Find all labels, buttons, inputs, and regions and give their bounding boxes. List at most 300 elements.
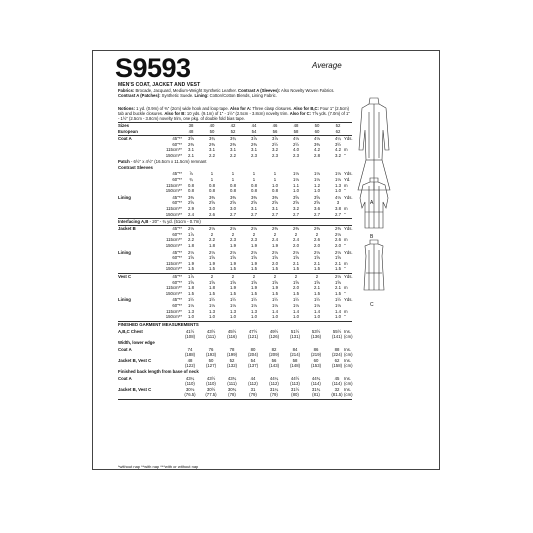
cell-value: 1.9 bbox=[251, 260, 257, 266]
cell-value: 1.5 bbox=[188, 290, 194, 296]
section-label: Interfacing A,B bbox=[118, 219, 149, 225]
also-bc-key: Also for B,C: bbox=[293, 106, 319, 111]
cell-value: 2⅝ bbox=[209, 200, 215, 206]
cell-value: 50 bbox=[208, 357, 214, 363]
cell-value: 1⅛ bbox=[314, 171, 320, 177]
fabric-width: 115cm** bbox=[166, 308, 182, 314]
unit: (cm) bbox=[344, 391, 353, 397]
cell-value: 1⅝ bbox=[230, 255, 236, 261]
cell-value: 1 bbox=[273, 171, 277, 177]
cell-value: 2.0 bbox=[293, 243, 299, 248]
cell-value: 44 bbox=[251, 123, 257, 128]
fabric-width: 150cm** bbox=[165, 266, 182, 272]
cell-value: 48 bbox=[187, 357, 193, 363]
cell-value: (78) bbox=[228, 391, 236, 397]
cell-value: 4.2 bbox=[335, 147, 341, 153]
cell-value: 1 bbox=[273, 177, 277, 182]
unit: m bbox=[344, 182, 348, 188]
unit: Yds. bbox=[344, 171, 353, 177]
length-jacket-row-cm bbox=[118, 392, 352, 398]
cell-value: (148) bbox=[289, 362, 301, 368]
cell-value: 1.5 bbox=[209, 266, 215, 272]
cell-value: 60 bbox=[314, 128, 320, 134]
cell-value: 48 bbox=[188, 128, 194, 134]
vest-c-row bbox=[118, 291, 352, 297]
fabric-width: 60"** bbox=[172, 255, 182, 261]
cell-value: 31 bbox=[250, 386, 256, 392]
cell-value: (110) bbox=[206, 380, 216, 386]
cell-value: 1⅝ bbox=[272, 279, 278, 285]
cell-value: 1.5 bbox=[251, 290, 257, 296]
row-label: Lining bbox=[118, 194, 131, 200]
cell-value: (111) bbox=[227, 380, 237, 386]
cell-value: 1⅛ bbox=[335, 303, 341, 308]
lining-c-row bbox=[118, 314, 352, 320]
unit: (cm) bbox=[344, 362, 353, 368]
footnote: *without nap **with nap ***with or without nap bbox=[118, 464, 199, 469]
cell-value: (204) bbox=[247, 351, 259, 357]
cell-value: 3.2 bbox=[272, 147, 278, 153]
cell-value: (132) bbox=[226, 362, 238, 368]
cell-value: 3⅝ bbox=[188, 136, 194, 141]
cell-value: 4.0 bbox=[293, 147, 299, 153]
cell-value: 2⅛ bbox=[335, 231, 341, 237]
jacket-b-illustration bbox=[360, 178, 388, 228]
cell-value: (193) bbox=[205, 351, 217, 357]
section-label: Width, lower edge bbox=[118, 339, 155, 345]
cell-value: (158) bbox=[331, 362, 343, 368]
unit: " bbox=[344, 188, 346, 194]
also-a-key: Also for A: bbox=[230, 106, 252, 111]
cell-value: 2 bbox=[273, 274, 277, 279]
cell-value: 1.9 bbox=[272, 243, 278, 248]
cell-value: 2⅛ bbox=[293, 249, 299, 255]
unit: (cm) bbox=[344, 351, 353, 357]
cell-value: 2.7 bbox=[251, 211, 257, 217]
unit: m bbox=[344, 147, 348, 153]
row-label: Coat A bbox=[118, 136, 132, 141]
cell-value: 54 bbox=[250, 357, 256, 363]
cell-value: 2⅛ bbox=[272, 249, 278, 255]
row-label: Sizes bbox=[118, 123, 129, 128]
cell-value: (209) bbox=[268, 351, 280, 357]
cell-value: 54 bbox=[251, 128, 257, 134]
also-b-value: 10 yds. (9.1m) of 1" - 1½" (2.5cm - 3.8cm) novelty trim. bbox=[185, 111, 290, 117]
cell-value: 2⅛ bbox=[188, 249, 194, 255]
cell-value: 32 bbox=[334, 386, 340, 392]
row-label: Vest C bbox=[118, 274, 132, 279]
cell-value: 1.8 bbox=[209, 285, 215, 291]
unit: Yds. bbox=[344, 274, 353, 279]
cell-value: 0.8 bbox=[272, 188, 278, 194]
cell-value: 1.8 bbox=[188, 243, 194, 248]
cell-value: 2.8 bbox=[314, 152, 320, 158]
fabric-width: 115cm** bbox=[166, 147, 182, 153]
cell-value: 3¾ bbox=[230, 136, 236, 141]
cell-value: 50 bbox=[314, 123, 320, 128]
fabric-width: 115cm** bbox=[166, 237, 182, 243]
measurements-heading bbox=[118, 322, 199, 328]
cell-value: ¾ bbox=[189, 177, 193, 182]
cell-value: 3.1 bbox=[251, 206, 257, 211]
cell-value: 2⅛ bbox=[209, 249, 215, 255]
fabric-width: 45"** bbox=[172, 226, 182, 232]
lining-a-row bbox=[118, 212, 352, 218]
cell-value: 42 bbox=[230, 123, 236, 128]
cell-value: 46 bbox=[272, 123, 278, 128]
cell-value: 1½ bbox=[314, 297, 320, 303]
cell-value: 2⅜ bbox=[335, 226, 341, 232]
row-label: A,B,C Chest bbox=[118, 328, 143, 334]
cell-value: 1.5 bbox=[230, 290, 236, 296]
cell-value: (77.5) bbox=[205, 391, 217, 397]
cell-value: 2⅛ bbox=[251, 249, 257, 255]
section-text: - 6½" x 4½" (16.5cm x 11.5cm) remnant bbox=[129, 159, 207, 165]
fabrics-paragraph bbox=[118, 88, 350, 98]
cell-value: 1 bbox=[231, 177, 235, 182]
cell-value: 0.8 bbox=[209, 182, 215, 188]
cell-value: 1½ bbox=[188, 297, 194, 303]
cell-value: 1.3 bbox=[188, 308, 194, 314]
cell-value: 52 bbox=[230, 128, 236, 134]
cell-value: 3⅝ bbox=[293, 194, 299, 200]
cell-value: 44¼ bbox=[269, 375, 279, 381]
cell-value: 2⅝ bbox=[293, 200, 299, 206]
cell-value: 1.0 bbox=[230, 314, 236, 320]
cell-value: 82 bbox=[271, 346, 277, 352]
cell-value: 2½ bbox=[293, 141, 299, 147]
cell-value: 1½ bbox=[335, 297, 341, 303]
fabric-width: 115cm** bbox=[166, 260, 182, 266]
figure-label-c: C bbox=[370, 302, 374, 308]
cell-value: 84 bbox=[292, 346, 298, 352]
cell-value: 1½ bbox=[251, 297, 257, 303]
cell-value: 1½ bbox=[230, 297, 236, 303]
unit: " bbox=[344, 290, 346, 296]
cell-value: 1.4 bbox=[293, 308, 299, 314]
cell-value: 44¾ bbox=[311, 375, 321, 381]
cell-value: 1.3 bbox=[209, 308, 215, 314]
cell-value: 2.4 bbox=[188, 211, 194, 217]
cell-value: (81) bbox=[312, 391, 320, 397]
cell-value: 2.0 bbox=[314, 243, 320, 248]
cell-value: 2.2 bbox=[209, 237, 215, 243]
cell-value: 1⅝ bbox=[293, 255, 299, 261]
cell-value: 2.2 bbox=[188, 237, 194, 243]
cell-value: 1⅝ bbox=[335, 279, 341, 285]
fabric-width: 45"** bbox=[172, 136, 182, 141]
cell-value: 3⅞ bbox=[251, 136, 257, 141]
unit: Yds. bbox=[344, 226, 353, 232]
cell-value: 0.8 bbox=[230, 188, 236, 194]
cell-value: 50 bbox=[209, 128, 215, 134]
cell-value: 1⅛ bbox=[335, 177, 341, 182]
cell-value: 1.1 bbox=[293, 182, 299, 188]
cell-value: 2 bbox=[252, 274, 256, 279]
notions-value: 1 yd. (0.9m) of ⅜" (2cm) wide hook and loop tape. bbox=[134, 106, 231, 111]
cell-value: 2.0 bbox=[272, 260, 278, 266]
cell-value: (76.5) bbox=[184, 391, 196, 397]
cell-value: 1 bbox=[231, 171, 235, 177]
cell-value: (81.5) bbox=[331, 391, 343, 397]
row-label: Jacket B, Vest C bbox=[118, 386, 152, 392]
cell-value: (143) bbox=[268, 362, 280, 368]
cell-value: 44 bbox=[250, 375, 256, 381]
cell-value: 2½ bbox=[272, 141, 278, 147]
cell-value: 2 bbox=[315, 274, 319, 279]
figure-label-a: A bbox=[370, 200, 374, 206]
unit: " bbox=[344, 314, 346, 320]
cell-value: 30½ bbox=[206, 386, 216, 392]
cell-value: 2.4 bbox=[293, 237, 299, 243]
fabric-width: 60"** bbox=[172, 231, 182, 237]
cell-value: 1⅛ bbox=[293, 303, 299, 308]
cell-value: 3⅜ bbox=[188, 194, 194, 200]
cell-value: 2⅜ bbox=[230, 141, 236, 147]
cell-value: (188) bbox=[184, 351, 196, 357]
cell-value: 1 bbox=[252, 177, 256, 182]
cell-value: 2⅝ bbox=[272, 200, 278, 206]
cell-value: 4¼ bbox=[335, 136, 341, 141]
cell-value: 3 bbox=[336, 200, 340, 206]
cell-value: 1⅝ bbox=[188, 279, 194, 285]
cell-value: 31¾ bbox=[311, 386, 321, 392]
cell-value: 1.0 bbox=[335, 314, 341, 320]
cell-value: 1.8 bbox=[209, 243, 215, 248]
cell-value: 47½ bbox=[248, 328, 258, 334]
cell-value: 1.5 bbox=[293, 290, 299, 296]
cell-value: 2 bbox=[231, 231, 235, 237]
cell-value: 1⅝ bbox=[251, 255, 257, 261]
cell-value: 1.4 bbox=[314, 308, 320, 314]
cell-value: 2⅛ bbox=[188, 226, 194, 232]
fabric-width: 115cm** bbox=[166, 206, 182, 211]
unit: Yds. bbox=[344, 297, 353, 303]
cell-value: 80 bbox=[250, 346, 256, 352]
cell-value: 1.5 bbox=[272, 266, 278, 272]
cell-value: 2⅛ bbox=[230, 249, 236, 255]
cell-value: 31¼ bbox=[269, 386, 279, 392]
cell-value: 2⅜ bbox=[209, 141, 215, 147]
cell-value: 2 bbox=[252, 231, 256, 237]
cell-value: 41½ bbox=[185, 328, 195, 334]
fabric-width: 45"** bbox=[172, 171, 182, 177]
also-c-value: 7⅝ yds. (7.0m) of 1" - 1½" (2.5cm - 3.8cm) novelty trim, one pkg. of double fold bias tape. bbox=[118, 111, 350, 122]
cell-value: 1.5 bbox=[314, 290, 320, 296]
cell-value: 3.1 bbox=[272, 206, 278, 211]
cell-value: 1.0 bbox=[188, 314, 194, 320]
cell-value: 3.1 bbox=[230, 147, 236, 153]
cell-value: 2⅜ bbox=[272, 226, 278, 232]
cell-value: 2.1 bbox=[188, 152, 194, 158]
cell-value: 1⅛ bbox=[272, 303, 278, 308]
unit: m bbox=[344, 285, 348, 291]
pattern-title: MEN'S COAT, JACKET AND VEST bbox=[118, 82, 201, 88]
fabric-width: 60"** bbox=[172, 141, 182, 147]
cell-value: 43½ bbox=[206, 328, 216, 334]
unit: Ins. bbox=[344, 346, 351, 352]
cell-value: 1.5 bbox=[230, 266, 236, 272]
cell-value: 2⅜ bbox=[314, 226, 320, 232]
cell-value: 3.1 bbox=[188, 147, 194, 153]
fabric-width: 45"** bbox=[172, 249, 182, 255]
cell-value: 56 bbox=[272, 128, 278, 134]
cell-value: 4.2 bbox=[314, 147, 320, 153]
cell-value: 78 bbox=[229, 346, 235, 352]
cell-value: 2⅛ bbox=[251, 226, 257, 232]
cell-value: (214) bbox=[289, 351, 301, 357]
fabrics-value: Brocade, Jacquard, Medium-Weight Synthetic Leather. bbox=[134, 88, 239, 93]
cell-value: 1⅝ bbox=[335, 255, 341, 261]
cell-value: 48 bbox=[293, 123, 299, 128]
cell-value: 1⅝ bbox=[314, 279, 320, 285]
cell-value: (199) bbox=[226, 351, 238, 357]
cell-value: 86 bbox=[313, 346, 319, 352]
cell-value: 51½ bbox=[290, 328, 300, 334]
cell-value: 1.0 bbox=[209, 314, 215, 320]
unit: " bbox=[344, 152, 346, 158]
cell-value: 2 bbox=[315, 231, 319, 237]
fabrics-key: Fabrics: bbox=[118, 88, 135, 93]
unit: Yds. bbox=[344, 194, 353, 200]
cell-value: 1.5 bbox=[335, 266, 341, 272]
row-label: Jacket B bbox=[118, 226, 136, 232]
cell-value: 76 bbox=[208, 346, 214, 352]
cell-value: 1⅛ bbox=[230, 303, 236, 308]
unit: Ins. bbox=[344, 375, 351, 381]
garment-illustrations bbox=[350, 90, 398, 320]
cell-value: 62 bbox=[335, 128, 341, 134]
cell-value: (112) bbox=[248, 380, 258, 386]
cell-value: 1.4 bbox=[335, 308, 341, 314]
cell-value: 2.0 bbox=[335, 243, 341, 248]
cell-value: 1.5 bbox=[293, 266, 299, 272]
unit: Yd. bbox=[344, 177, 351, 182]
cell-value: 2⅛ bbox=[209, 226, 215, 232]
cell-value: (126) bbox=[268, 333, 280, 339]
fabric-width: 60"** bbox=[172, 303, 182, 308]
section-label: Finished back length from base of neck bbox=[118, 368, 199, 374]
cell-value: 1⅝ bbox=[188, 255, 194, 261]
cell-value: 3⅜ bbox=[230, 194, 236, 200]
cell-value: (137) bbox=[247, 362, 259, 368]
cell-value: (131) bbox=[289, 333, 301, 339]
cell-value: 1.3 bbox=[230, 308, 236, 314]
cell-value: 3⅜ bbox=[251, 194, 257, 200]
figure-label-b: B bbox=[370, 234, 374, 240]
also-a-value: Three clasp closures. bbox=[251, 106, 294, 111]
cell-value: 2.7 bbox=[293, 211, 299, 217]
cell-value: 43½ bbox=[206, 375, 216, 381]
cell-value: 52 bbox=[335, 123, 341, 128]
cell-value: 1⅛ bbox=[209, 303, 215, 308]
lining-key: Lining: bbox=[194, 93, 209, 99]
cell-value: 1.9 bbox=[251, 285, 257, 291]
also-b-key: Also for B: bbox=[164, 111, 186, 117]
fabric-width: 115cm** bbox=[166, 182, 182, 188]
fabric-width: 115cm** bbox=[166, 285, 182, 291]
fabric-width: 45"** bbox=[172, 297, 182, 303]
cell-value: 2.1 bbox=[314, 260, 320, 266]
fabric-width: 150cm** bbox=[165, 243, 182, 248]
cell-value: 3.0 bbox=[209, 206, 215, 211]
cell-value: 2 bbox=[273, 231, 277, 237]
unit: m bbox=[344, 206, 348, 211]
cell-value: (116) bbox=[227, 333, 237, 339]
contrast-sleeves-value: Also Novelty Woven Fabrics. bbox=[280, 88, 335, 93]
cell-value: 1⅝ bbox=[272, 255, 278, 261]
cell-value: 1⅝ bbox=[209, 255, 215, 261]
cell-value: 1.9 bbox=[188, 260, 194, 266]
section-label: Patch bbox=[118, 159, 130, 165]
cell-value: 1⅛ bbox=[314, 177, 320, 182]
cell-value: 2 bbox=[294, 274, 298, 279]
fabric-width: 150cm** bbox=[165, 290, 182, 296]
fabric-width: 150cm** bbox=[165, 152, 182, 158]
unit: m bbox=[344, 308, 348, 314]
cell-value: (111) bbox=[206, 333, 216, 339]
fabric-width: 60"** bbox=[172, 279, 182, 285]
cell-value: 3.8 bbox=[335, 206, 341, 211]
cell-value: 60 bbox=[313, 357, 319, 363]
fabric-width: 45"** bbox=[172, 274, 182, 279]
european-row bbox=[118, 129, 352, 135]
cell-value: 1⅝ bbox=[209, 279, 215, 285]
cell-value: 1.9 bbox=[272, 285, 278, 291]
table-rule bbox=[118, 399, 352, 400]
cell-value: 1.0 bbox=[293, 188, 299, 194]
unit: " bbox=[344, 211, 346, 217]
cell-value: 1.8 bbox=[188, 285, 194, 291]
cell-value: 3.1 bbox=[209, 147, 215, 153]
cell-value: (80) bbox=[291, 391, 299, 397]
fabric-width: 60"** bbox=[172, 200, 182, 206]
cell-value: 2⅝ bbox=[230, 200, 236, 206]
cell-value: 0.8 bbox=[251, 188, 257, 194]
cell-value: 3⅜ bbox=[272, 194, 278, 200]
row-label: Lining bbox=[118, 249, 131, 255]
cell-value: 3.1 bbox=[251, 147, 257, 153]
row-label: European bbox=[118, 128, 138, 134]
row-label: Jacket B, Vest C bbox=[118, 357, 152, 363]
cell-value: 43¼ bbox=[185, 375, 195, 381]
also-bc-value: Four 1" (2.5cm) tab and buckle closures. bbox=[118, 106, 350, 117]
notions-key: Notions: bbox=[118, 106, 135, 111]
cell-value: 1⅝ bbox=[314, 255, 320, 261]
cell-value: 1⅞ bbox=[188, 231, 194, 237]
cell-value: 3⅞ bbox=[272, 136, 278, 141]
cell-value: 2.4 bbox=[272, 237, 278, 243]
cell-value: 2.7 bbox=[230, 211, 236, 217]
cell-value: 52 bbox=[229, 357, 235, 363]
cell-value: 2⅝ bbox=[251, 200, 257, 206]
cell-value: 2 bbox=[210, 231, 214, 237]
cell-value: 1⅝ bbox=[251, 279, 257, 285]
cell-value: 1.3 bbox=[335, 182, 341, 188]
unit: (cm) bbox=[344, 380, 353, 386]
coat-a-illustration bbox=[358, 98, 390, 190]
cell-value: 2.7 bbox=[272, 211, 278, 217]
coat-a-row bbox=[118, 153, 352, 159]
cell-value: 1.2 bbox=[314, 182, 320, 188]
cell-value: 0.8 bbox=[188, 182, 194, 188]
cell-value: (224) bbox=[331, 351, 343, 357]
cell-value: 1.3 bbox=[251, 308, 257, 314]
cell-value: (79) bbox=[270, 391, 278, 397]
cell-value: 2.2 bbox=[209, 152, 215, 158]
cell-value: 58 bbox=[292, 357, 298, 363]
lining-b-row bbox=[118, 266, 352, 272]
